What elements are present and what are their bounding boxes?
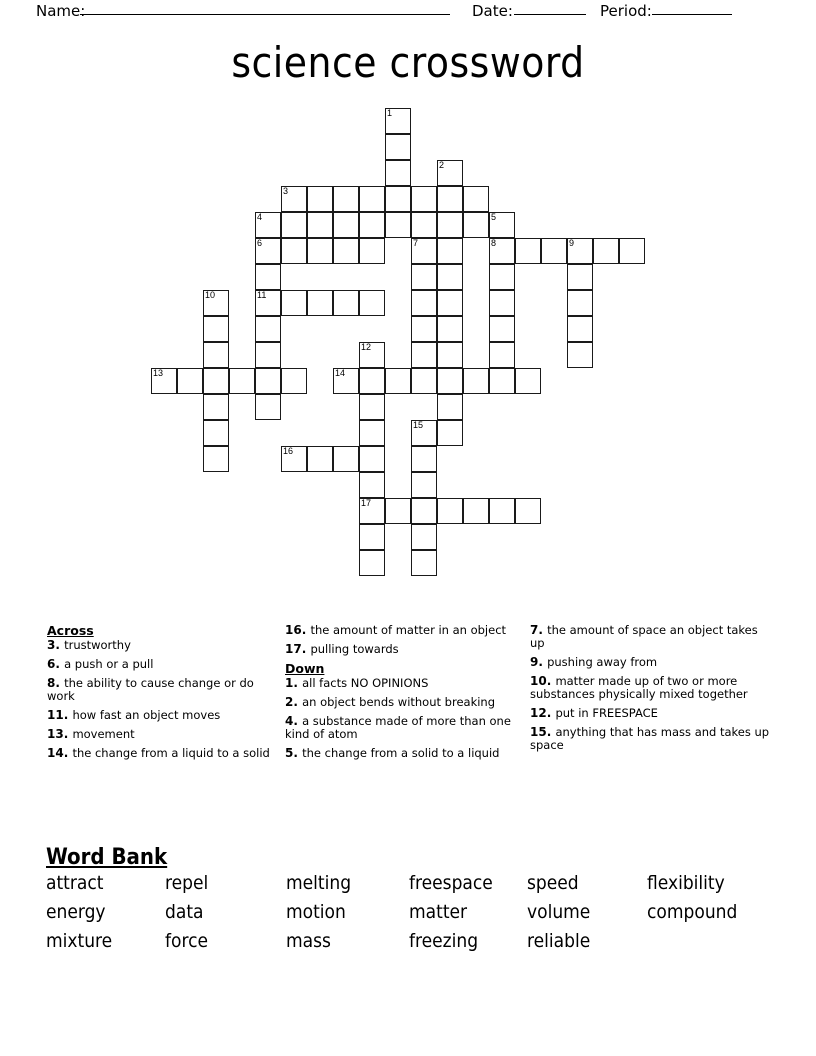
grid-cell-number: 8 bbox=[491, 238, 497, 248]
grid-cell[interactable] bbox=[385, 186, 411, 212]
grid-cell[interactable] bbox=[489, 264, 515, 290]
clue-text: put in FREESPACE bbox=[555, 706, 658, 720]
grid-cell[interactable] bbox=[489, 342, 515, 368]
word-bank-row bbox=[46, 930, 786, 959]
grid-cell[interactable] bbox=[359, 420, 385, 446]
across-clue bbox=[47, 728, 277, 741]
grid-cell[interactable] bbox=[411, 498, 437, 524]
grid-cell-numbered-8[interactable] bbox=[489, 238, 515, 264]
clues-section bbox=[0, 624, 816, 839]
period-label: Period: bbox=[600, 2, 652, 20]
grid-cell[interactable] bbox=[489, 498, 515, 524]
clue-number: 7. bbox=[530, 623, 548, 637]
clue-text: pushing away from bbox=[547, 655, 658, 669]
clue-text: the ability to cause change or do work bbox=[47, 676, 254, 703]
clue-text: the amount of matter in an object bbox=[310, 623, 507, 637]
grid-cell[interactable] bbox=[307, 238, 333, 264]
grid-cell-number: 15 bbox=[413, 420, 424, 430]
grid-cell[interactable] bbox=[255, 316, 281, 342]
grid-cell[interactable] bbox=[359, 290, 385, 316]
grid-cell[interactable] bbox=[359, 446, 385, 472]
down-heading: Down bbox=[285, 661, 325, 676]
clue-text: pulling towards bbox=[310, 642, 399, 656]
across-heading: Across bbox=[47, 623, 94, 638]
word-bank-word[interactable]: data bbox=[165, 901, 204, 923]
across-clue bbox=[285, 624, 520, 637]
grid-cell[interactable] bbox=[359, 238, 385, 264]
across-clue bbox=[285, 643, 520, 656]
clue-text: all facts NO OPINIONS bbox=[302, 676, 429, 690]
grid-cell[interactable] bbox=[177, 368, 203, 394]
grid-cell[interactable] bbox=[411, 316, 437, 342]
clue-number: 14. bbox=[47, 746, 73, 760]
grid-cell[interactable] bbox=[489, 368, 515, 394]
grid-cell-numbered-10[interactable] bbox=[203, 290, 229, 316]
grid-cell[interactable] bbox=[437, 498, 463, 524]
grid-cell-number: 5 bbox=[491, 212, 497, 222]
grid-cell[interactable] bbox=[359, 472, 385, 498]
word-bank-word[interactable]: energy bbox=[46, 901, 106, 923]
grid-cell-numbered-1[interactable] bbox=[385, 108, 411, 134]
clue-text: the change from a solid to a liquid bbox=[302, 746, 500, 760]
grid-cell[interactable] bbox=[281, 290, 307, 316]
grid-cell[interactable] bbox=[411, 524, 437, 550]
grid-cell-numbered-16[interactable] bbox=[281, 446, 307, 472]
grid-cell[interactable] bbox=[411, 186, 437, 212]
clue-number: 12. bbox=[530, 706, 556, 720]
clue-number: 10. bbox=[530, 674, 556, 688]
grid-cell[interactable] bbox=[359, 368, 385, 394]
grid-cell-number: 9 bbox=[569, 238, 575, 248]
grid-cell[interactable] bbox=[385, 212, 411, 238]
date-label: Date: bbox=[472, 2, 513, 20]
grid-cell[interactable] bbox=[411, 290, 437, 316]
clue-number: 2. bbox=[285, 695, 303, 709]
grid-cell-number: 10 bbox=[205, 290, 216, 300]
grid-cell[interactable] bbox=[437, 238, 463, 264]
grid-cell-numbered-15[interactable] bbox=[411, 420, 437, 446]
grid-cell-numbered-12[interactable] bbox=[359, 342, 385, 368]
grid-cell[interactable] bbox=[411, 342, 437, 368]
name-label: Name: bbox=[36, 2, 86, 20]
clue-text: the amount of space an object takes up bbox=[530, 623, 758, 650]
grid-cell[interactable] bbox=[411, 212, 437, 238]
grid-cell-number: 12 bbox=[361, 342, 372, 352]
clue-text: how fast an object moves bbox=[72, 708, 221, 722]
word-bank-word[interactable]: reliable bbox=[527, 930, 591, 952]
grid-cell[interactable] bbox=[203, 368, 229, 394]
across-clue bbox=[47, 639, 277, 652]
down-clue bbox=[530, 656, 770, 669]
clue-number: 3. bbox=[47, 638, 65, 652]
grid-cell-number: 2 bbox=[439, 160, 445, 170]
clue-number: 1. bbox=[285, 676, 303, 690]
grid-cell[interactable] bbox=[281, 212, 307, 238]
word-bank-word[interactable]: repel bbox=[165, 872, 209, 894]
clue-text: a substance made of more than one kind of atom bbox=[285, 714, 511, 741]
clues-column-2 bbox=[285, 624, 520, 766]
word-bank-title: Word Bank bbox=[46, 845, 168, 870]
grid-cell[interactable] bbox=[359, 212, 385, 238]
grid-cell[interactable] bbox=[359, 394, 385, 420]
grid-cell[interactable] bbox=[437, 394, 463, 420]
clue-text: anything that has mass and takes up space bbox=[530, 725, 770, 752]
grid-cell-number: 13 bbox=[153, 368, 164, 378]
word-bank-word[interactable]: mass bbox=[286, 930, 331, 952]
grid-cell[interactable] bbox=[567, 290, 593, 316]
grid-cell-number: 16 bbox=[283, 446, 294, 456]
grid-cell[interactable] bbox=[333, 446, 359, 472]
grid-cell[interactable] bbox=[333, 238, 359, 264]
grid-cell-number: 3 bbox=[283, 186, 289, 196]
grid-cell[interactable] bbox=[437, 186, 463, 212]
down-clue bbox=[530, 675, 770, 701]
grid-cell[interactable] bbox=[359, 524, 385, 550]
clue-number: 16. bbox=[285, 623, 311, 637]
grid-cell[interactable] bbox=[333, 186, 359, 212]
grid-cell-numbered-7[interactable] bbox=[411, 238, 437, 264]
clue-text: matter made up of two or more substances physically mixed together bbox=[530, 674, 748, 701]
grid-cell[interactable] bbox=[411, 550, 437, 576]
grid-cell-number: 11 bbox=[257, 290, 267, 300]
grid-cell[interactable] bbox=[463, 212, 489, 238]
grid-cell-number: 4 bbox=[257, 212, 263, 222]
grid-cell[interactable] bbox=[281, 368, 307, 394]
word-bank-word[interactable]: force bbox=[165, 930, 208, 952]
grid-cell[interactable] bbox=[437, 420, 463, 446]
grid-cell[interactable] bbox=[307, 290, 333, 316]
grid-cell[interactable] bbox=[307, 186, 333, 212]
grid-cell[interactable] bbox=[255, 342, 281, 368]
clue-number: 5. bbox=[285, 746, 303, 760]
grid-cell[interactable] bbox=[359, 550, 385, 576]
grid-cell-numbered-11[interactable] bbox=[255, 290, 281, 316]
word-bank-word[interactable]: freespace bbox=[409, 872, 493, 894]
down-clue bbox=[285, 677, 520, 690]
grid-cell[interactable] bbox=[567, 316, 593, 342]
grid-cell[interactable] bbox=[411, 368, 437, 394]
across-clue bbox=[47, 677, 277, 703]
grid-cell[interactable] bbox=[203, 446, 229, 472]
grid-cell[interactable] bbox=[411, 264, 437, 290]
grid-cell[interactable] bbox=[385, 498, 411, 524]
grid-cell-number: 7 bbox=[413, 238, 419, 248]
grid-cell[interactable] bbox=[255, 264, 281, 290]
down-clue bbox=[530, 726, 770, 752]
grid-cell[interactable] bbox=[463, 368, 489, 394]
clue-number: 8. bbox=[47, 676, 65, 690]
word-bank-word[interactable]: motion bbox=[286, 901, 346, 923]
grid-cell-numbered-2[interactable] bbox=[437, 160, 463, 186]
grid-cell[interactable] bbox=[515, 498, 541, 524]
grid-cell[interactable] bbox=[255, 368, 281, 394]
grid-cell[interactable] bbox=[307, 212, 333, 238]
word-bank-word[interactable]: melting bbox=[286, 872, 352, 894]
clue-text: a push or a pull bbox=[64, 657, 154, 671]
grid-cell[interactable] bbox=[333, 290, 359, 316]
page-title: science crossword bbox=[231, 38, 585, 87]
grid-cell-numbered-13[interactable] bbox=[151, 368, 177, 394]
word-bank-word[interactable]: freezing bbox=[409, 930, 479, 952]
grid-cell-numbered-17[interactable] bbox=[359, 498, 385, 524]
grid-cell[interactable] bbox=[463, 498, 489, 524]
grid-cell[interactable] bbox=[385, 160, 411, 186]
across-clue bbox=[47, 709, 277, 722]
grid-cell[interactable] bbox=[281, 238, 307, 264]
grid-cell[interactable] bbox=[411, 472, 437, 498]
grid-cell[interactable] bbox=[385, 368, 411, 394]
word-bank-word[interactable]: mixture bbox=[46, 930, 113, 952]
word-bank-row bbox=[46, 901, 786, 930]
grid-cell[interactable] bbox=[307, 446, 333, 472]
down-clue bbox=[530, 624, 770, 650]
grid-cell[interactable] bbox=[203, 342, 229, 368]
grid-cell-number: 17 bbox=[361, 498, 372, 508]
clue-number: 4. bbox=[285, 714, 303, 728]
word-bank-word[interactable]: matter bbox=[409, 901, 468, 923]
grid-cell[interactable] bbox=[463, 186, 489, 212]
grid-cell[interactable] bbox=[333, 212, 359, 238]
grid-cell[interactable] bbox=[203, 420, 229, 446]
clue-text: trustworthy bbox=[64, 638, 131, 652]
word-bank-row bbox=[46, 872, 786, 901]
word-bank-word[interactable]: volume bbox=[527, 901, 591, 923]
clue-number: 17. bbox=[285, 642, 311, 656]
grid-cell-numbered-5[interactable] bbox=[489, 212, 515, 238]
grid-cell[interactable] bbox=[489, 290, 515, 316]
grid-cell-numbered-14[interactable] bbox=[333, 368, 359, 394]
grid-cell[interactable] bbox=[567, 264, 593, 290]
across-clue bbox=[47, 747, 277, 760]
clue-text: movement bbox=[72, 727, 135, 741]
grid-cell[interactable] bbox=[593, 238, 619, 264]
grid-cell-numbered-4[interactable] bbox=[255, 212, 281, 238]
grid-cell[interactable] bbox=[203, 316, 229, 342]
grid-cell[interactable] bbox=[437, 316, 463, 342]
clues-column-3 bbox=[530, 624, 770, 758]
grid-cell[interactable] bbox=[515, 238, 541, 264]
down-clue bbox=[285, 747, 520, 760]
word-bank bbox=[46, 872, 786, 959]
grid-cell[interactable] bbox=[541, 238, 567, 264]
grid-cell[interactable] bbox=[411, 446, 437, 472]
clue-text: an object bends without breaking bbox=[302, 695, 496, 709]
clues-column-1 bbox=[47, 624, 277, 766]
clue-number: 11. bbox=[47, 708, 73, 722]
down-clue bbox=[285, 696, 520, 709]
clue-number: 9. bbox=[530, 655, 548, 669]
grid-cell-number: 1 bbox=[387, 108, 393, 118]
grid-cell[interactable] bbox=[437, 264, 463, 290]
down-clue bbox=[285, 715, 520, 741]
grid-cell[interactable] bbox=[437, 342, 463, 368]
grid-cell-numbered-9[interactable] bbox=[567, 238, 593, 264]
word-bank-word[interactable]: flexibility bbox=[647, 872, 725, 894]
grid-cell-numbered-6[interactable] bbox=[255, 238, 281, 264]
clue-text: the change from a liquid to a solid bbox=[72, 746, 270, 760]
grid-cell[interactable] bbox=[489, 316, 515, 342]
grid-cell[interactable] bbox=[255, 394, 281, 420]
grid-cell[interactable] bbox=[437, 368, 463, 394]
grid-cell[interactable] bbox=[437, 212, 463, 238]
grid-cell[interactable] bbox=[515, 368, 541, 394]
grid-cell[interactable] bbox=[385, 134, 411, 160]
down-clue bbox=[530, 707, 770, 720]
grid-cell[interactable] bbox=[567, 342, 593, 368]
across-clue bbox=[47, 658, 277, 671]
grid-cell-numbered-3[interactable] bbox=[281, 186, 307, 212]
grid-cell[interactable] bbox=[619, 238, 645, 264]
grid-cell[interactable] bbox=[229, 368, 255, 394]
grid-cell[interactable] bbox=[437, 290, 463, 316]
grid-cell-number: 14 bbox=[335, 368, 346, 378]
grid-cell[interactable] bbox=[203, 394, 229, 420]
clue-number: 6. bbox=[47, 657, 65, 671]
word-bank-word[interactable]: speed bbox=[527, 872, 579, 894]
clue-number: 13. bbox=[47, 727, 73, 741]
word-bank-word[interactable]: compound bbox=[647, 901, 738, 923]
grid-cell[interactable] bbox=[359, 186, 385, 212]
grid-cell-number: 6 bbox=[257, 238, 263, 248]
clue-number: 15. bbox=[530, 725, 556, 739]
word-bank-word[interactable]: attract bbox=[46, 872, 104, 894]
